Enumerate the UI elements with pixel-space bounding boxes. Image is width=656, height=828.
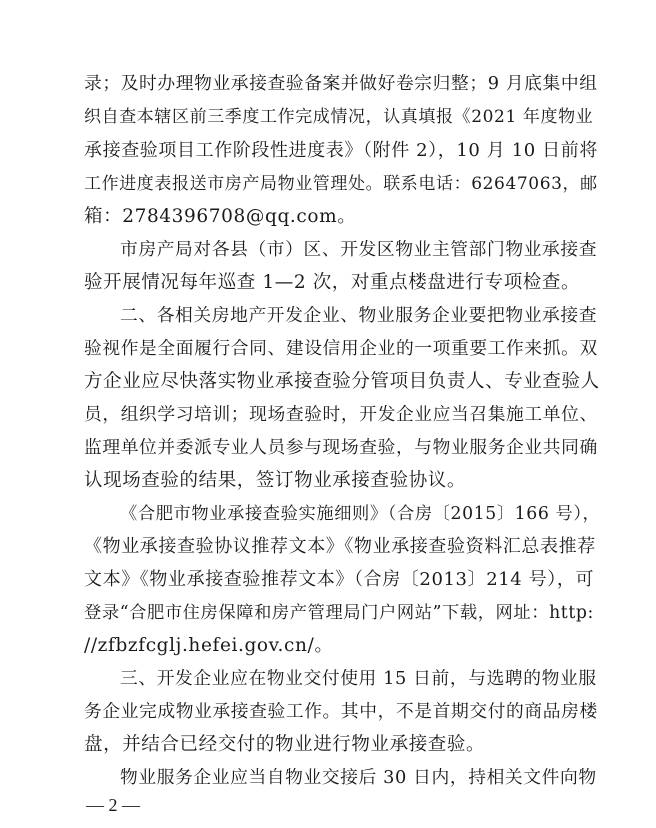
text-line-19: 三、开发企业应在物业交付使用 15 日前，与选聘的物业服: [120, 669, 597, 689]
text-line-4: 工作进度表报送市房产局物业管理处。联系电话：62647063，邮: [84, 174, 598, 194]
text-line-8: 二、各相关房地产开发企业、物业服务企业要把物业承接查: [120, 306, 598, 326]
text-line-10: 方企业应尽快落实物业承接查验分管项目负责人、专业查验人: [84, 371, 600, 392]
text-line-9: 验视作是全面履行合同、建设信用企业的一项重要工作来抓。双: [84, 339, 598, 359]
text-line-7: 验开展情况每年巡查 1—2 次，对重点楼盘进行专项检查。: [84, 272, 581, 293]
text-line-1: 录；及时办理物业承接查验备案并做好卷宗归整；9 月底集中组: [84, 74, 598, 94]
page-number: — 2 —: [86, 795, 140, 815]
text-line-3: 承接查验项目工作阶段性进度表》（附件 2），10 月 10 日前将: [84, 140, 598, 161]
text-line-18: //zfbzfcglj.hefei.gov.cn/。: [84, 635, 334, 656]
text-line-22: 物业服务企业应当自物业交接后 30 日内，持相关文件向物: [120, 768, 597, 788]
text-line-14: 《合肥市物业承接查验实施细则》（合房〔2015〕166 号），: [120, 504, 601, 524]
text-line-12: 监理单位并委派专业人员参与现场查验，与物业服务企业共同确: [84, 438, 598, 458]
text-line-13: 认现场查验的结果，签订物业承接查验协议。: [84, 470, 467, 491]
text-line-5: 箱：2784396708@qq.com。: [84, 206, 357, 227]
text-line-17: 登录“合肥市住房保障和房产管理局门户网站”下载，网址：http:: [84, 603, 594, 623]
text-line-15: 《物业承接查验协议推荐文本》《物业承接查验资料汇总表推荐: [84, 536, 596, 557]
text-line-20: 务企业完成物业承接查验工作。其中，不是首期交付的商品房楼: [84, 702, 598, 722]
text-line-21: 盘，并结合已经交付的物业进行物业承接查验。: [84, 734, 486, 755]
text-line-11: 员，组织学习培训；现场查验时，开发企业应当召集施工单位、: [84, 405, 598, 425]
text-line-2: 织自查本辖区前三季度工作完成情况，认真填报《2021 年度物业: [84, 107, 594, 127]
text-line-16: 文本》《物业承接查验推荐文本》（合房〔2013〕214 号），可: [84, 569, 595, 590]
text-line-6: 市房产局对各县（市）区、开发区物业主管部门物业承接查: [120, 240, 598, 260]
